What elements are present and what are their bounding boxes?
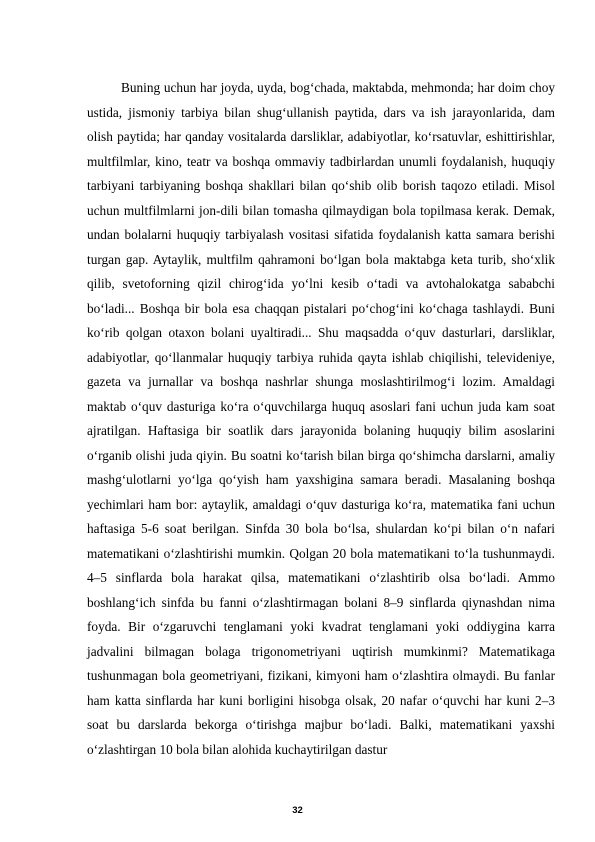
page-number: 32	[292, 805, 303, 816]
body-paragraph: Buning uchun har joyda, uyda, bog‘chada, maktabda, mehmonda; har doim choy ustida, jismoniy tarbiya bilan shug‘ullanish paytida, dars va ish jarayonlarida, dam olish paytida; har qanday vositalarda darsliklar, adabiyotlar, ko‘rsatuvlar, eshittirishlar, multfilmlar, kino, teatr va boshqa ommaviy tadbirlardan unumli foydalanish, huquqiy tarbiyani tarbiyaning boshqa shakllari bilan qo‘shib olib borish taqozo etiladi. Misol uchun multfilmlarni jon-dili bilan tomasha qilmaydigan bola topilmasa kerak. Demak, undan bolalarni huquqiy tarbiyalash vositasi sifatida foydalanish katta samara berishi turgan gap. Aytaylik, multfilm qahramoni bo‘lgan bola maktabga keta turib, sho‘xlik qilib, svetoforning qizil chirog‘ida yo‘lni kesib o‘tadi va avtohalokatga sababchi bo‘ladi... Boshqa bir bola esa chaqqan pistalari po‘chog‘ini ko‘chaga tashlaydi. Buni ko‘rib qolgan otaxon bolani uyaltiradi... Shu maqsadda o‘quv dasturlari, darsliklar, adabiyotlar, qo‘llanmalar huquqiy tarbiya ruhida qayta ishlab chiqilishi, televideniye, gazeta va jurnallar va boshqa nashrlar shunga moslashtirilmog‘i lozim. Amaldagi maktab o‘quv dasturiga ko‘ra o‘quvchilarga huquq asoslari fani uchun juda kam soat ajratilgan. Haftasiga bir soatlik dars jarayonida bolaning huquqiy bilim asoslarini o‘rganib olishi juda qiyin. Bu soatni ko‘tarish bilan birga qo‘shimcha darslarni, amaliy mashg‘ulotlarni yo‘lga qo‘yish ham yaxshigina samara beradi. Masalaning boshqa yechimlari ham bor: aytaylik, amaldagi o‘quv dasturiga ko‘ra, matematika fani uchun haftasiga 5-6 soat berilgan. Sinfda 30 bola bo‘lsa, shulardan ko‘pi bilan o‘n nafari matematikani o‘zlashtirishi mumkin. Qolgan 20 bola matematikani to‘la tushunmaydi. 4–5 sinflarda bola harakat qilsa, matematikani o‘zlashtirib olsa bo‘ladi. Ammo boshlang‘ich sinfda bu fanni o‘zlashtirmagan bolani 8–9 sinflarda qiynashdan nima foyda. Bir o‘zgaruvchi tenglamani yoki kvadrat tenglamani yoki oddiygina karra jadvalini bilmagan bolaga trigonometriyani uqtirish mumkinmi? Matematikaga tushunmagan bola geometriyani, fizikani, kimyoni ham o‘zlashtira olmaydi. Bu fanlar ham katta sinflarda har kuni borligini hisobga olsak, 20 nafar o‘quvchi har kuni 2–3 soat bu darslarda bekorga o‘tirishga majbur bo‘ladi. Balki, matematikani yaxshi o‘zlashtirgan 10 bola bilan alohida kuchaytirilgan dastur	[87, 80, 555, 757]
